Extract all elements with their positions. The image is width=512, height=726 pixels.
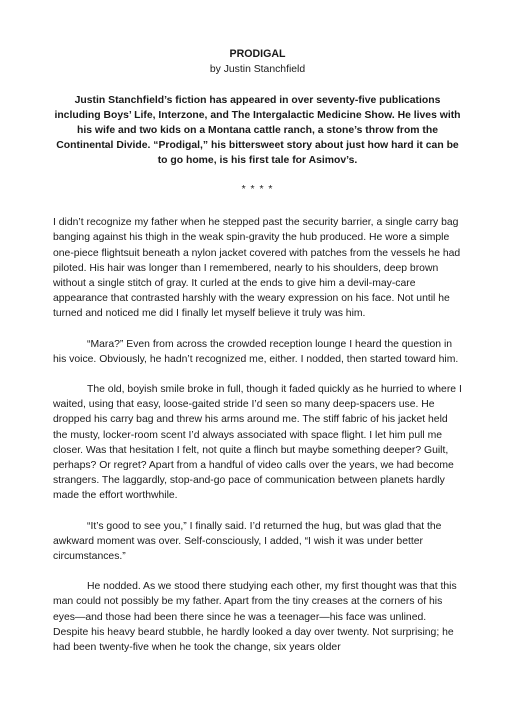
body-paragraph-5: He nodded. As we stood there studying each other, my first thought was that this man could not possibly be my father. Apart from the tiny creases at the corners of his eyes—and those had been there since he was a teenager—his face was unlined. Despite his heavy beard stubble, he hardly looked a day over twenty. Not surprising; he had been twenty-five when he took the change, six years older (53, 581, 457, 654)
body-paragraph-2: “Mara?” Even from across the crowded reception lounge I heard the question in his voice. Obviously, he hadn’t recognized me, either. I nodded, then started toward him. (53, 338, 459, 365)
body-paragraph-3: The old, boyish smile broke in full, though it faded quickly as he hurried to where I waited, using that easy, loose-gaited stride I’d seen so many deep-spacers use. He dropped his carry bag and threw his arms around me. The stiff fabric of his jacket held the musty, locker-room scent I’d always associated with space flight. I let him pull me closer. Was that hesitation I felt, not quite a flinch but maybe something deeper? Guilt, perhaps? Or regret? Apart from a handful of video calls over the years, we had become strangers. The laggardly, stop-and-go pace of communication between planets hardly made the effort worthwhile. (53, 384, 462, 502)
section-separator: * * * * (241, 184, 274, 195)
story-title: PRODIGAL (229, 48, 286, 60)
body-paragraph-1: I didn’t recognize my father when he stepped past the security barrier, a single carry bag banging against his thigh in the weak spin-gravity the hub produced. He wore a simple one-piece flightsuit beneath a nylon jacket covered with patches from the vessels he had piloted. His hair was longer than I remembered, nearly to his shoulders, deep brown without a single stitch of gray. It curled at the ends to give him a devil-may-care appearance that contrasted harshly with the weary expression on his face. Not until he turned and noticed me did I finally let myself believe it truly was him. (53, 217, 461, 320)
author-intro: Justin Stanchfield’s fiction has appeared in over seventy-five publications including Boys’ Life, Interzone, and The Intergalactic Medicine Show. He lives with his wife and two kids on a Montana cattle ranch, a stone’s throw from the Continental Divide. “Prodigal,” his bittersweet story about just how hard it can be to go home, is his first tale for Asimov’s. (54, 95, 461, 166)
body-paragraph-4: “It’s good to see you,” I finally said. I’d returned the hug, but was glad that the awkward moment was over. Self-consciously, I added, “I wish it was under better circumstances.” (53, 520, 442, 563)
author-byline: by Justin Stanchfield (209, 64, 306, 75)
